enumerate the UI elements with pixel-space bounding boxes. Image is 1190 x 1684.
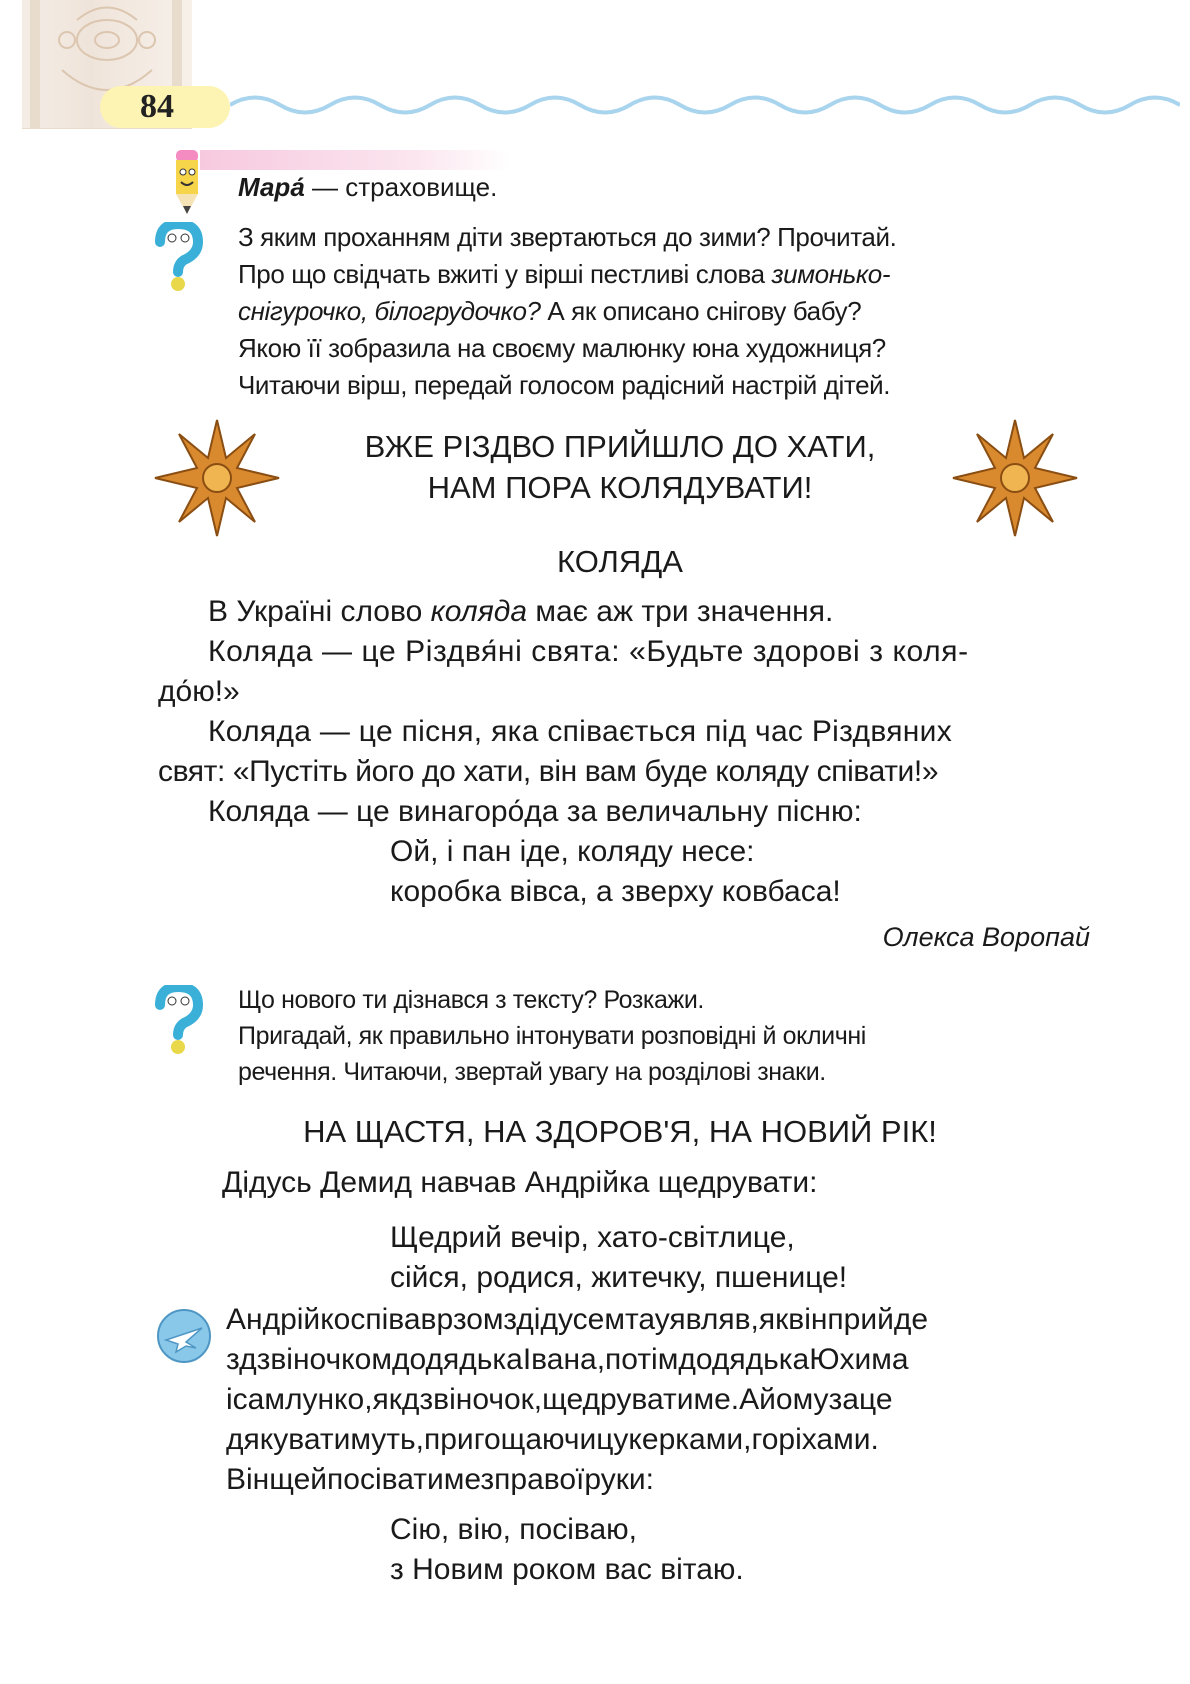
pencil-character-icon [170,148,204,218]
question1-line2-text: Про що свідчать вжиті у вірші пестливі слова [238,259,772,289]
exercise-line2: здзвіночкомдодядькаІвана,потімдодядькаЮхима [226,1343,909,1376]
koliada-p1-text-end: має аж три значення. [527,595,834,628]
koliada-p3-line1: Коляда — це пісня, яка співається під час Різдвяних [208,715,953,748]
question-mark-character-icon [152,985,204,1055]
koliada-p3-line2: свят: «Пустіть його до хати, він вам буде коляду співати!» [158,755,939,788]
gloss-definition: — страховище. [304,172,498,202]
koliada-p4: Коляда — це винагоро́да за величальну пісню: [208,795,862,828]
wave-divider [230,90,1180,120]
koliada-title: КОЛЯДА [557,544,683,579]
page-number: 84 [140,88,174,125]
gloss-term: Мара́ [238,172,305,202]
exercise-line3: ісамлунко,якдзвіночок,щедруватиме.Айомузаце [226,1383,893,1416]
newyear-intro: Дідусь Демид навчав Андрійка щедрувати: [222,1166,818,1199]
question1-line3-italic: снігурочко, білогрудочко? [238,296,541,326]
question1-line1: З яким проханням діти звертаються до зими? Прочитай. [238,222,897,252]
koliada-verse-line2: коробка вівса, а зверху ковбаса! [390,875,841,908]
newyear-verse-line4: з Новим роком вас вітаю. [390,1553,744,1586]
question1-line2-italic: зимонько- [771,259,891,289]
question-mark-character-icon [152,222,204,292]
koliada-p1 [208,592,833,632]
question1-line5: Читаючи вірш, передай голосом радісний настрій дітей. [238,370,891,400]
banner-line2: НАМ ПОРА КОЛЯДУВАТИ! [427,470,813,505]
question2-line1: Що нового ти дізнався з тексту? Розкажи. [238,986,704,1014]
newyear-verse-line2: сійся, родися, житечку, пшенице! [390,1261,848,1294]
question1-line4: Якою її зобразила на своєму малюнку юна художниця? [238,333,886,363]
newyear-verse-line3: Сію, вію, посіваю, [390,1513,637,1546]
koliada-p2-line1: Коляда — це Різдвя́ні свята: «Будьте здорові з коля- [208,635,969,668]
koliada-author: Олекса Воропай [882,922,1090,952]
koliada-p1-text: В Україні слово [208,595,431,628]
question1-line3 [238,292,861,330]
koliada-p1-italic: коляда [430,595,528,628]
koliada-verse-line1: Ой, і пан іде, коляду несе: [390,835,755,868]
christmas-star-icon [950,418,1080,538]
question1-line3-text: А як описано снігову бабу? [540,296,862,326]
airplane-icon [156,1308,212,1364]
newyear-verse-line1: Щедрий вечір, хато-світлице, [390,1221,795,1254]
banner-line1: ВЖЕ РІЗДВО ПРИЙШЛО ДО ХАТИ, [364,429,876,464]
question2-line2: Пригадай, як правильно інтонувати розповідні й окличні [238,1022,866,1050]
exercise-line1: Андрійкоспіваврзомздідусемтауявляв,яквінприйде [226,1303,929,1336]
gloss-line [238,168,497,206]
koliada-p2-line2: до́ю!» [158,675,240,708]
question2-line3: речення. Читаючи, звертай увагу на розділові знаки. [238,1058,826,1086]
exercise-line5: Вінщейпосіватимезправоїруки: [226,1463,654,1496]
newyear-title: НА ЩАСТЯ, НА ЗДОРОВ'Я, НА НОВИЙ РІК! [303,1114,937,1149]
pink-band [200,150,510,170]
question1-line2 [238,255,890,293]
exercise-line4: дякуватимуть,пригощаючицукерками,горіхами. [226,1423,879,1456]
christmas-star-icon [152,418,282,538]
